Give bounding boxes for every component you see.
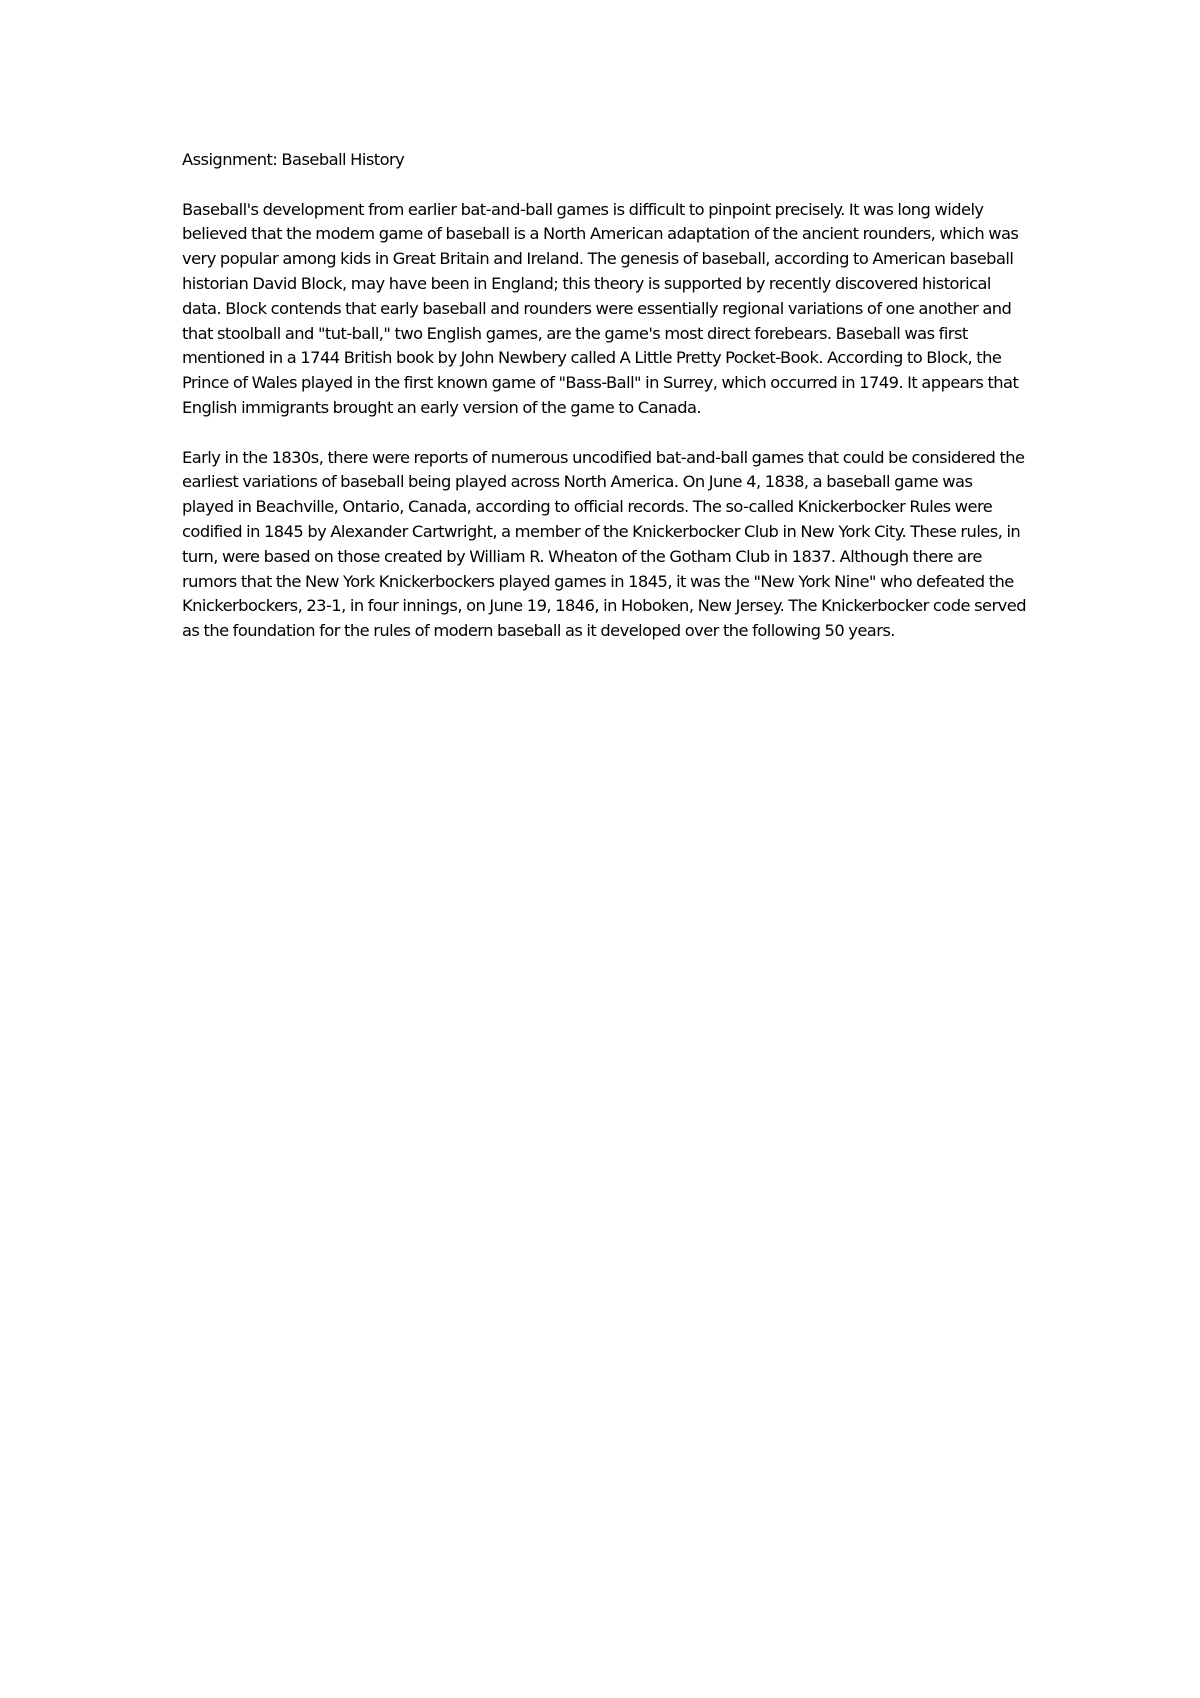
document-title: Assignment: Baseball History [182, 150, 405, 169]
document-body [182, 148, 1027, 669]
document-paragraph-origins: Baseball's development from earlier bat-and-ball games is difficult to pinpoint precisely. It was long widely believed that the modem game of baseball is a North American adaptation of the ancient rounders, which was very popular among kids in Great Britain and Ireland. The genesis of baseball, according to American baseball historian David Block, may have been in England; this theory is supported by recently discovered historical data. Block contends that early baseball and rounders were essentially regional variations of one another and that stoolball and "tut-ball," two English games, are the game's most direct forebears. Baseball was first mentioned in a 1744 British book by John Newbery called A Little Pretty Pocket-Book. According to Block, the Prince of Wales played in the first known game of "Bass-Ball" in Surrey, which occurred in 1749. It appears that English immigrants brought an early version of the game to Canada. [182, 199, 1019, 417]
document-paragraph-1830s: Early in the 1830s, there were reports of numerous uncodified bat-and-ball games that could be considered the earliest variations of baseball being played across North America. On June 4, 1838, a baseball game was played in Beachville, Ontario, Canada, according to official records. The so-called Knickerbocker Rules were codified in 1845 by Alexander Cartwright, a member of the Knickerbocker Club in New York City. These rules, in turn, were based on those created by William R. Wheaton of the Gotham Club in 1837. Although there are rumors that the New York Knickerbockers played games in 1845, it was the "New York Nine" who defeated the Knickerbockers, 23-1, in four innings, on June 19, 1846, in Hoboken, New Jersey. The Knickerbocker code served as the foundation for the rules of modern baseball as it developed over the following 50 years. [182, 447, 1026, 641]
